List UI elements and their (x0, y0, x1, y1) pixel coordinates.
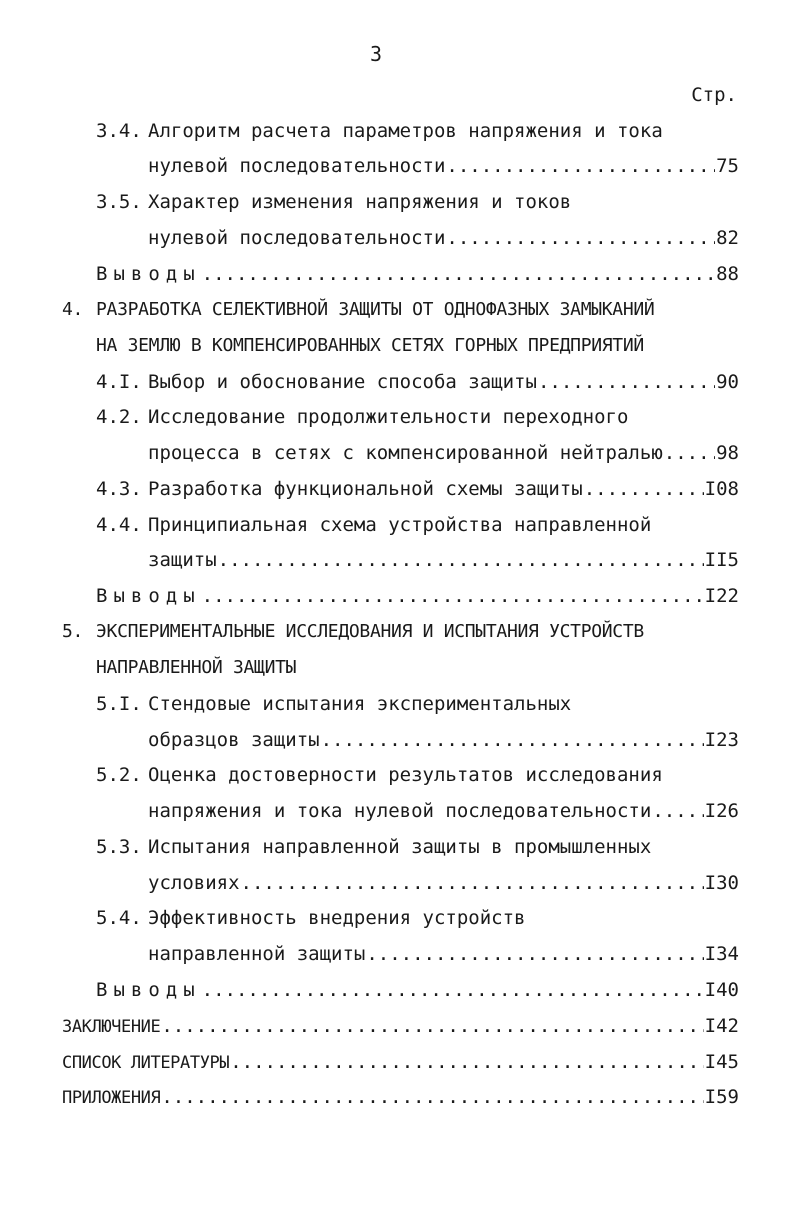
section-number: 5.2. (96, 764, 142, 786)
page-ref: I42 (704, 1015, 739, 1037)
section-number: 4.4. (96, 514, 142, 536)
page-ref: 98 (716, 442, 739, 464)
page-ref: I26 (704, 800, 739, 822)
toc-entry-5-3-line2 (148, 871, 739, 895)
chapter-number: 5. (62, 621, 84, 642)
leader-dots (218, 548, 704, 572)
toc-entry-3-4-line2 (148, 154, 739, 178)
toc-entry-3-5-line2 (148, 226, 739, 250)
page-number: 3 (370, 42, 383, 66)
page-ref: 82 (716, 227, 739, 249)
toc-entry-5-2-line2 (148, 799, 739, 823)
section-title: Испытания направленной защиты в промышленных (148, 836, 652, 858)
leader-dots (202, 978, 704, 1002)
section-title-cont: нулевой последовательности (148, 155, 446, 177)
toc-entry-5-3-line1 (96, 835, 651, 859)
page-ref: 88 (716, 263, 739, 285)
toc-entry-5-2-line1 (96, 763, 663, 787)
chapter-title: РАЗРАБОТКА СЕЛЕКТИВНОЙ ЗАЩИТЫ ОТ ОДНОФАЗНЫХ ЗАМЫКАНИЙ (96, 299, 655, 320)
section-number: 5.3. (96, 836, 142, 858)
leader-dots (446, 154, 715, 178)
leader-dots (664, 441, 715, 465)
leader-dots (202, 584, 704, 608)
toc-entry-conclusions-3 (96, 262, 739, 286)
section-number: 4.3. (96, 478, 142, 500)
page-ref: I30 (704, 872, 739, 894)
toc-entry-4-3 (96, 477, 739, 501)
leader-dots (321, 728, 704, 752)
toc-entry-conclusion (62, 1014, 739, 1038)
toc-entry-5-4-line2 (148, 942, 739, 966)
page-ref: I59 (704, 1086, 739, 1108)
toc-chapter-4-line2 (96, 334, 644, 358)
toc-entry-3-5-line1 (96, 190, 571, 214)
section-title: Выводы (96, 979, 201, 1001)
toc-entry-5-4-line1 (96, 906, 526, 930)
toc-entry-conclusions-5 (96, 978, 739, 1002)
leader-dots (202, 262, 715, 286)
leader-dots (241, 871, 704, 895)
section-title: Стендовые испытания экспериментальных (148, 693, 572, 715)
leader-dots (230, 1050, 703, 1074)
section-number: 3.4. (96, 120, 142, 142)
page-ref: I40 (704, 979, 739, 1001)
toc-entry-conclusions-4 (96, 584, 739, 608)
section-title: Алгоритм расчета параметров напряжения и тока (148, 120, 663, 142)
leader-dots (366, 942, 703, 966)
toc-entry-3-4-line1 (96, 119, 663, 143)
chapter-title-cont: НА ЗЕМЛЮ В КОМПЕНСИРОВАННЫХ СЕТЯХ ГОРНЫХ ПРЕДПРИЯТИЙ (96, 335, 644, 356)
section-title-cont: образцов защиты (148, 729, 320, 751)
toc-entry-4-2-line2 (148, 441, 739, 465)
toc-chapter-5-line1 (62, 620, 644, 644)
section-title: Исследование продолжительности переходного (148, 406, 629, 428)
leader-dots (584, 477, 704, 501)
section-title: ЗАКЛЮЧЕНИЕ (62, 1017, 161, 1037)
page-ref: I23 (704, 729, 739, 751)
section-title: Характер изменения напряжения и токов (148, 191, 572, 213)
section-title-cont: направленной защиты (148, 943, 366, 965)
toc-entry-references (62, 1050, 739, 1074)
section-title: Эффективность внедрения устройств (148, 907, 526, 929)
section-number: 5.4. (96, 907, 142, 929)
chapter-number: 4. (62, 299, 84, 320)
leader-dots (161, 1014, 703, 1038)
toc-entry-4-4-line1 (96, 513, 651, 537)
section-title: Выводы (96, 585, 201, 607)
section-title: Принципиальная схема устройства направленной (148, 514, 652, 536)
page-ref: I34 (704, 943, 739, 965)
section-title: СПИСОК ЛИТЕРАТУРЫ (62, 1053, 230, 1073)
section-title-cont: напряжения и тока нулевой последовательности (148, 800, 652, 822)
toc-chapter-5-line2 (96, 656, 296, 680)
page-ref: I22 (704, 585, 739, 607)
toc-entry-5-1-line1 (96, 692, 571, 716)
toc-chapter-4-line1 (62, 298, 654, 322)
section-title: ПРИЛОЖЕНИЯ (62, 1088, 161, 1108)
section-title-cont: условиях (148, 872, 240, 894)
leader-dots (652, 799, 703, 823)
toc-entry-appendices (62, 1085, 739, 1109)
page-ref: I08 (704, 478, 739, 500)
section-number: 3.5. (96, 191, 142, 213)
section-title-cont: нулевой последовательности (148, 227, 446, 249)
section-title: Выводы (96, 263, 201, 285)
section-title: Оценка достоверности результатов исследования (148, 764, 663, 786)
toc-entry-4-4-line2 (148, 548, 739, 572)
leader-dots (446, 226, 715, 250)
page-ref: 90 (716, 371, 739, 393)
toc-entry-5-1-line2 (148, 728, 739, 752)
leader-dots (538, 370, 715, 394)
leader-dots (161, 1085, 703, 1109)
section-title: Выбор и обоснование способа защиты (148, 371, 537, 393)
toc-entry-4-1 (96, 370, 739, 394)
chapter-title-cont: НАПРАВЛЕННОЙ ЗАЩИТЫ (96, 657, 297, 678)
chapter-title: ЭКСПЕРИМЕНТАЛЬНЫЕ ИССЛЕДОВАНИЯ И ИСПЫТАНИЯ УСТРОЙСТВ (96, 621, 644, 642)
section-title: Разработка функциональной схемы защиты (148, 478, 583, 500)
page-ref: I45 (704, 1051, 739, 1073)
page-column-header: Стр. (691, 84, 737, 106)
section-title-cont: процесса в сетях с компенсированной нейтралью (148, 442, 663, 464)
section-number: 4.2. (96, 406, 142, 428)
page-ref: 75 (716, 155, 739, 177)
page-ref: II5 (704, 549, 739, 571)
section-title-cont: защиты (148, 549, 217, 571)
section-number: 4.I. (96, 371, 142, 393)
toc-entry-4-2-line1 (96, 405, 628, 429)
section-number: 5.I. (96, 693, 142, 715)
